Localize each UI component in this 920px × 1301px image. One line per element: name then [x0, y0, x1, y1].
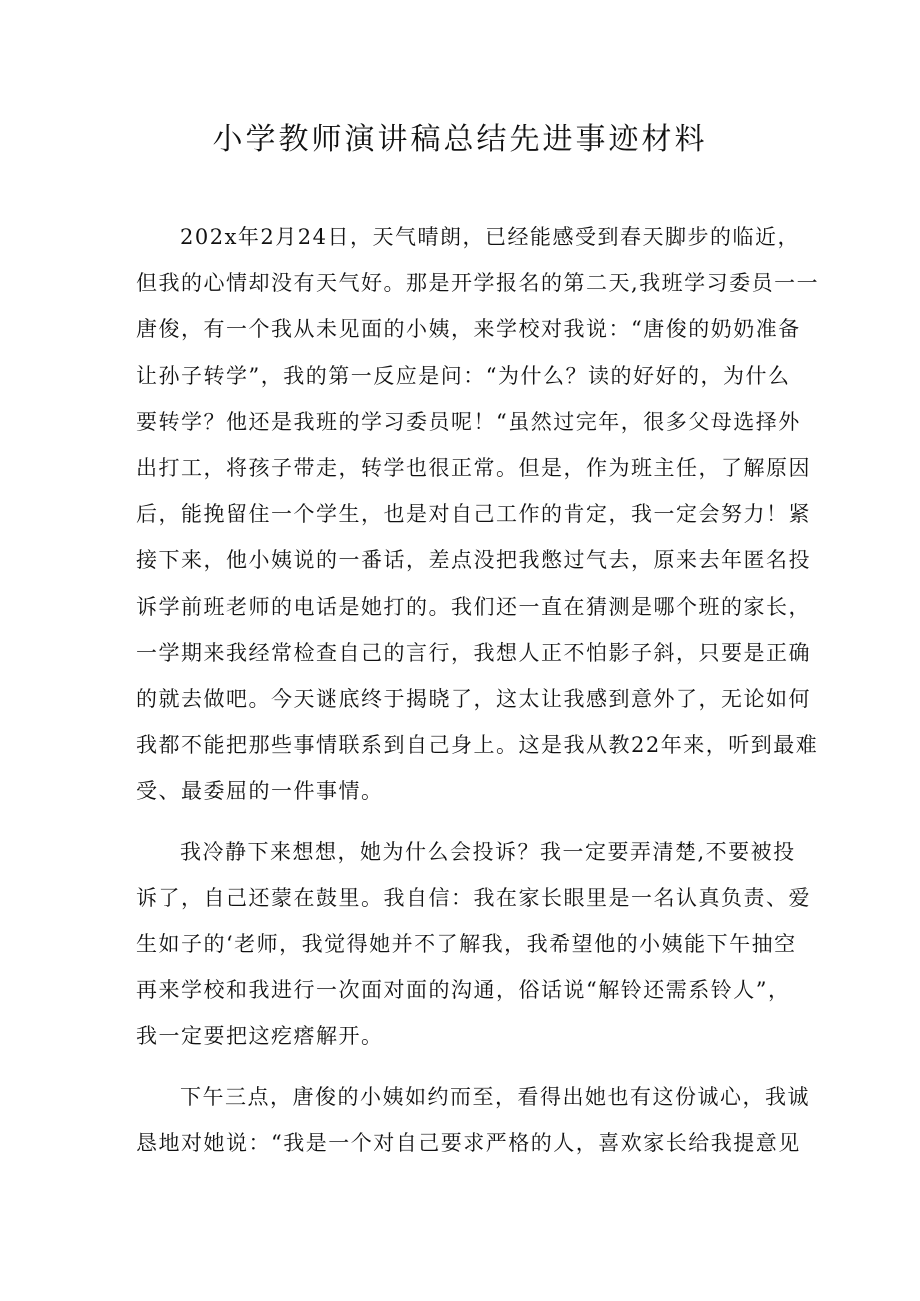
text-line: 生如子的‘老师，我觉得她并不了解我，我希望他的小姨能下午抽空	[136, 932, 797, 957]
text-line: 要转学？他还是我班的学习委员呢！“虽然过完年，很多父母选择外	[136, 409, 801, 434]
paragraph-gap	[136, 815, 796, 829]
text-line: 后，能挽留住一个学生，也是对自己工作的肯定，我一定会努力！紧	[136, 502, 811, 527]
text-line: 唐俊，有一个我从未见面的小姨，来学校对我说：“唐俊的奶奶准备	[136, 317, 801, 342]
text-line: 我冷静下来想想，她为什么会投诉？我一定要弄清楚,不要被投	[180, 839, 796, 864]
text-line: 我都不能把那些事情联系到自己身上。这是我从教22年来，听到最难	[136, 733, 819, 758]
text-line: 受、最委屈的一件事情。	[136, 779, 384, 804]
text-line: 但我的心情却没有天气好。那是开学报名的第二天,我班学习委员一一	[136, 271, 820, 296]
document-title: 小学教师演讲稿总结先进事迹材料	[212, 122, 708, 157]
text-line: 202x年2月24日，天气晴朗，已经能感受到春天脚步的临近，	[180, 225, 801, 249]
text-line: 恳地对她说：“我是一个对自己要求严格的人，喜欢家长给我提意见	[136, 1130, 801, 1155]
text-line: 下午三点，唐俊的小姨如约而至，看得出她也有这份诚心，我诚	[180, 1084, 810, 1109]
text-line: 出打工，将孩子带走，转学也很正常。但是，作为班主任，了解原因	[136, 456, 811, 481]
text-line: 一学期来我经常检查自己的言行，我想人正不怕影子斜，只要是正确	[136, 640, 811, 665]
text-line: 让孙子转学”，我的第一反应是问：“为什么？读的好好的，为什么	[136, 363, 791, 388]
document-body	[136, 214, 820, 1166]
text-line: 接下来，他小姨说的一番话，差点没把我憋过气去，原来去年匿名投	[136, 548, 811, 573]
text-line: 我一定要把这疙瘩解开。	[136, 1024, 384, 1049]
text-line: 诉学前班老师的电话是她打的。我们还一直在猜测是哪个班的家长，	[136, 594, 811, 619]
paragraph-1	[136, 214, 820, 815]
text-line: 的就去做吧。今天谜底终于揭晓了，这太让我感到意外了，无论如何	[136, 687, 811, 712]
text-line: 诉了，自己还蒙在鼓里。我自信：我在家长眼里是一名认真负责、爱	[136, 885, 811, 910]
paragraph-3	[136, 1074, 810, 1166]
paragraph-2	[136, 829, 811, 1060]
text-line: 再来学校和我进行一次面对面的沟通，俗话说“解铃还需系铃人”，	[136, 978, 791, 1003]
paragraph-gap	[136, 1060, 796, 1074]
